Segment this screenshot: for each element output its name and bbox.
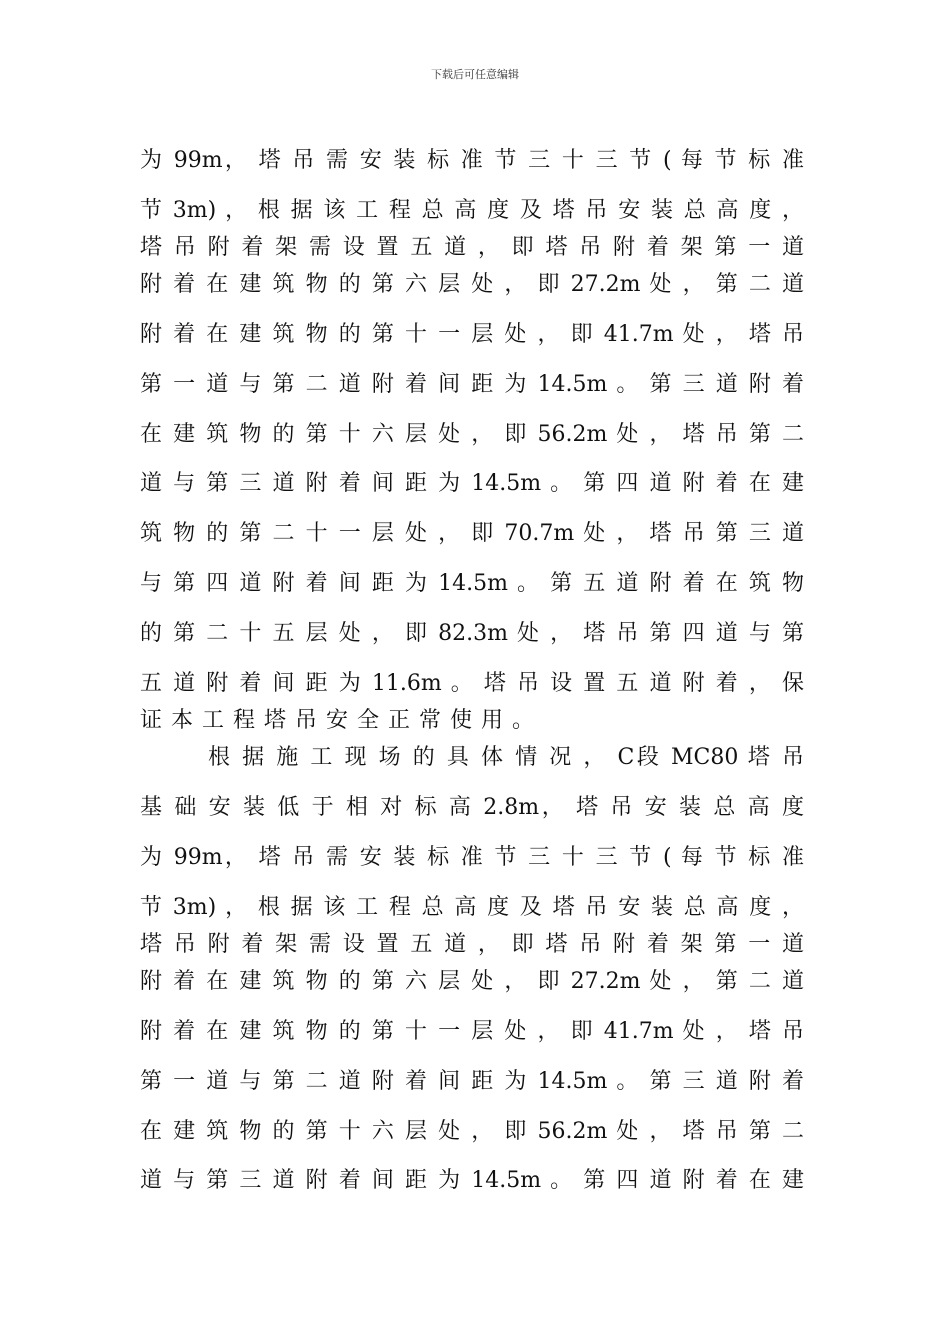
paragraph-start-line: 根 据 施 工 现 场 的 具 体 情 况 ， C段 MC80 塔 吊: [208, 745, 804, 770]
body-line: 附 着 在 建 筑 物 的 第 六 层 处 ， 即 27.2m 处 ， 第 二 道: [140, 969, 804, 994]
body-line: 五 道 附 着 间 距 为 11.6m 。 塔 吊 设 置 五 道 附 着 ， 保: [140, 671, 804, 696]
body-line: 第 一 道 与 第 二 道 附 着 间 距 为 14.5m 。 第 三 道 附 着: [140, 372, 804, 397]
body-line: 附 着 在 建 筑 物 的 第 十 一 层 处 ， 即 41.7m 处 ， 塔 吊: [140, 322, 804, 347]
page-header: 下载后可任意编辑: [431, 68, 519, 81]
body-line: 与 第 四 道 附 着 间 距 为 14.5m 。 第 五 道 附 着 在 筑 物: [140, 571, 804, 596]
body-line: 筑 物 的 第 二 十 一 层 处 ， 即 70.7m 处 ， 塔 吊 第 三 道: [140, 521, 804, 546]
body-line: 在 建 筑 物 的 第 十 六 层 处 ， 即 56.2m 处 ， 塔 吊 第 二: [140, 1119, 804, 1144]
body-line: 为 99m， 塔 吊 需 安 装 标 准 节 三 十 三 节 ( 每 节 标 准: [140, 148, 804, 173]
body-line: 附 着 在 建 筑 物 的 第 六 层 处 ， 即 27.2m 处 ， 第 二 道: [140, 272, 804, 297]
body-line: 的 第 二 十 五 层 处 ， 即 82.3m 处 ， 塔 吊 第 四 道 与 第: [140, 621, 804, 646]
body-line: 塔 吊 附 着 架 需 设 置 五 道 ， 即 塔 吊 附 着 架 第 一 道: [140, 932, 804, 957]
body-line: 基 础 安 装 低 于 相 对 标 高 2.8m， 塔 吊 安 装 总 高 度: [140, 795, 804, 820]
body-line: 在 建 筑 物 的 第 十 六 层 处 ， 即 56.2m 处 ， 塔 吊 第 二: [140, 422, 804, 447]
body-line: 塔 吊 附 着 架 需 设 置 五 道 ， 即 塔 吊 附 着 架 第 一 道: [140, 235, 804, 260]
body-line: 为 99m， 塔 吊 需 安 装 标 准 节 三 十 三 节 ( 每 节 标 准: [140, 845, 804, 870]
paragraph-end-line: 证本工程塔吊安全正常使用。: [140, 708, 544, 733]
body-line: 道 与 第 三 道 附 着 间 距 为 14.5m 。 第 四 道 附 着 在 建: [140, 1168, 804, 1193]
body-line: 附 着 在 建 筑 物 的 第 十 一 层 处 ， 即 41.7m 处 ， 塔 吊: [140, 1019, 804, 1044]
body-line: 第 一 道 与 第 二 道 附 着 间 距 为 14.5m 。 第 三 道 附 着: [140, 1069, 804, 1094]
body-line: 节 3m) ， 根 据 该 工 程 总 高 度 及 塔 吊 安 装 总 高 度 ，: [140, 198, 804, 223]
body-line: 节 3m) ， 根 据 该 工 程 总 高 度 及 塔 吊 安 装 总 高 度 ，: [140, 895, 804, 920]
body-line: 道 与 第 三 道 附 着 间 距 为 14.5m 。 第 四 道 附 着 在 建: [140, 471, 804, 496]
